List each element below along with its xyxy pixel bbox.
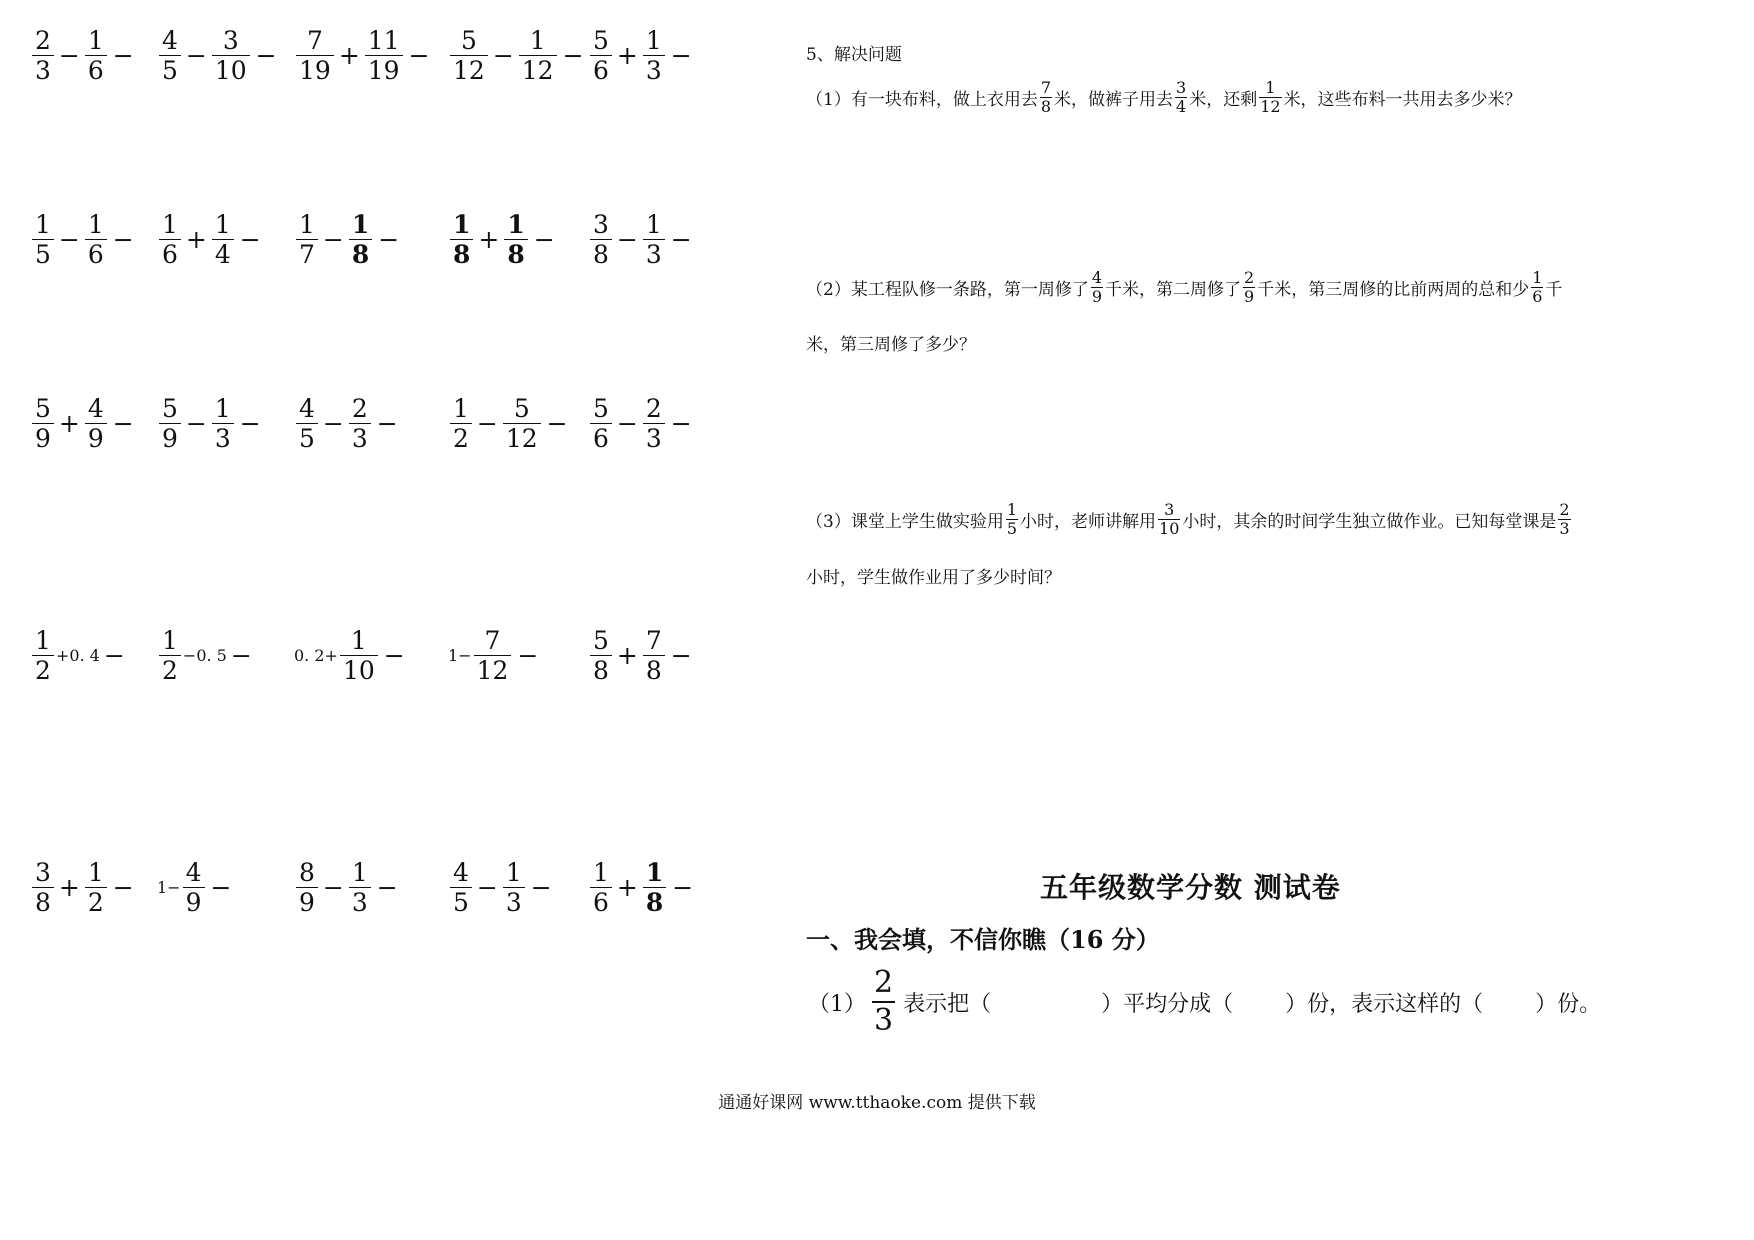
operator: − [58,225,80,254]
denominator: 8 [590,655,612,683]
problem-1-text-c: 米，还剩 [1189,90,1258,110]
numerator: 11 [367,26,400,55]
numerator: 5 [593,626,609,655]
denominator: 19 [365,55,403,83]
denominator: 9 [1244,287,1255,306]
exercise-r5-c2 [157,860,231,915]
numerator: 5 [35,394,51,423]
denominator: 3 [874,1003,894,1038]
numerator: 5 [460,26,477,55]
numerator: 1 [35,210,51,239]
denominator: 3 [1559,519,1570,538]
fraction [32,860,54,915]
fraction [32,28,54,83]
fraction [450,860,472,915]
answer-sign: − [533,225,555,254]
fraction [340,628,378,683]
fraction [450,28,488,83]
denominator: 6 [590,887,612,915]
answer-sign: − [383,641,405,670]
problem-3 [806,502,1573,537]
fraction [590,860,612,915]
numerator: 1 [507,210,525,239]
denominator: 5 [450,887,472,915]
numerator: 1 [162,626,178,655]
answer-sign: − [376,409,398,438]
denominator: 6 [159,239,181,267]
denominator: 2 [85,887,107,915]
answer-sign: − [103,641,125,670]
operator: + [616,41,638,70]
exercise-r1-c4 [448,28,584,83]
answer-sign: − [230,641,252,670]
denominator: 4 [212,239,234,267]
fraction [643,860,666,915]
numerator: 1 [351,210,370,239]
operator: − [476,873,498,902]
operator: + [616,873,638,902]
numerator: 1 [453,394,469,423]
numerator: 4 [87,394,104,423]
operator: − [476,409,498,438]
problem-2-text-a: （2）某工程队修一条路，第一周修了 [806,280,1089,300]
numerator: 1 [529,26,546,55]
operator: + [616,641,638,670]
problem-1-text-a: （1）有一块布料，做上衣用去 [806,90,1038,110]
numerator: 1 [1265,78,1276,97]
fraction [349,212,372,267]
fraction [85,28,107,83]
exercise-r1-c1 [30,28,134,83]
decimal-term: 1− [157,878,181,897]
numerator: 3 [1164,500,1175,519]
denominator: 5 [32,239,54,267]
operator: + [338,41,360,70]
problem-3-line-2: 小时，学生做作业用了多少时间？ [806,568,1061,588]
answer-sign: − [210,873,232,902]
denominator: 6 [590,55,612,83]
problem-2-line-2: 米，第三周修了多少？ [806,335,976,355]
denominator: 9 [296,887,318,915]
decimal-term: 0. 2+ [294,646,338,665]
denominator: 6 [590,423,612,451]
denominator: 3 [212,423,234,451]
fraction [474,628,512,683]
denominator: 10 [1159,519,1180,538]
question-1-text-e: ）份。 [1535,991,1602,1017]
denominator: 2 [32,655,54,683]
denominator: 8 [1040,97,1052,116]
numerator: 1 [87,858,104,887]
numerator: 1 [299,210,315,239]
numerator: 8 [299,858,315,887]
fraction [349,396,371,451]
answer-sign: − [670,409,692,438]
numerator: 1 [87,210,104,239]
fraction [159,212,181,267]
numerator: 2 [1244,268,1255,287]
fraction [159,28,181,83]
denominator: 9 [32,423,54,451]
answer-sign: − [112,409,134,438]
problem-2-fraction-1 [1091,270,1103,305]
answer-sign: − [670,641,692,670]
numerator: 2 [35,26,51,55]
operator: + [58,873,80,902]
numerator: 4 [1091,268,1103,287]
question-1 [808,965,1602,1038]
decimal-term: +0. 4 [55,646,100,665]
numerator: 2 [351,394,368,423]
denominator: 9 [85,423,107,451]
operator: − [185,409,207,438]
denominator: 6 [85,239,107,267]
numerator: 2 [645,394,662,423]
numerator: 3 [222,26,239,55]
exercise-r3-c4 [448,396,568,451]
numerator: 7 [306,26,323,55]
exercise-r2-c1 [30,212,134,267]
problem-2-text-b: 千米，第二周修了 [1105,280,1242,300]
exercise-r4-c3 [294,628,405,683]
problem-3-fraction-2 [1158,502,1180,537]
fraction [365,28,403,83]
denominator: 9 [1091,287,1103,306]
answer-sign: − [408,41,430,70]
answer-sign: − [376,873,398,902]
denominator: 3 [643,55,665,83]
denominator: 19 [296,55,334,83]
exercise-r1-c5 [588,28,692,83]
answer-sign: − [378,225,400,254]
exercise-r2-c2 [157,212,261,267]
exercise-r2-c5 [588,212,692,267]
denominator: 6 [85,55,107,83]
answer-sign: − [546,409,568,438]
numerator: 1 [505,858,522,887]
numerator: 3 [35,858,51,887]
question-1-text-d: ）份，表示这样的（ [1285,991,1484,1017]
answer-sign: − [672,873,694,902]
denominator: 9 [183,887,205,915]
section-1-heading: 一、我会填，不信你瞧（16 分） [806,925,1160,954]
denominator: 4 [1176,97,1187,116]
exercise-r5-c1 [30,860,134,915]
numerator: 5 [162,394,178,423]
numerator: 7 [645,626,662,655]
denominator: 10 [212,55,250,83]
denominator: 9 [159,423,181,451]
fraction [643,628,665,683]
answer-sign: − [112,873,134,902]
denominator: 3 [32,55,54,83]
fraction [590,28,612,83]
numerator: 5 [513,394,530,423]
denominator: 8 [643,887,666,915]
numerator: 2 [874,965,894,1000]
denominator: 3 [643,239,665,267]
denominator: 12 [474,655,512,683]
fraction [85,396,107,451]
operator: − [58,41,80,70]
denominator: 7 [296,239,318,267]
numerator: 4 [299,394,315,423]
denominator: 5 [296,423,318,451]
problem-1-fraction-3 [1259,80,1281,115]
exercise-r5-c4 [448,860,552,915]
answer-sign: − [239,225,261,254]
problem-3-fraction-1 [1006,502,1018,537]
exercise-r1-c3 [294,28,430,83]
numerator: 5 [593,394,609,423]
numerator: 1 [350,626,367,655]
numerator: 1 [35,626,51,655]
section-5-heading: 5、解决问题 [806,45,902,65]
operator: − [322,873,344,902]
answer-sign: − [530,873,552,902]
exercise-r1-c2 [157,28,277,83]
denominator: 8 [643,655,665,683]
denominator: 12 [503,423,541,451]
fraction [296,396,318,451]
denominator: 8 [349,239,372,267]
denominator: 8 [450,239,473,267]
exercise-r2-c4 [448,212,555,267]
fraction [85,860,107,915]
denominator: 10 [340,655,378,683]
fraction [643,212,665,267]
numerator: 1 [645,210,662,239]
fraction [212,212,234,267]
numerator: 1 [645,26,662,55]
exercise-r5-c5 [588,860,693,915]
numerator: 4 [453,858,469,887]
numerator: 1 [351,858,368,887]
fraction [159,628,181,683]
denominator: 3 [349,887,371,915]
fraction [296,28,334,83]
denominator: 12 [1260,97,1281,116]
exercise-r2-c3 [294,212,399,267]
question-1-fraction [872,965,895,1038]
denominator: 12 [450,55,488,83]
denominator: 8 [32,887,54,915]
fraction [32,628,54,683]
answer-sign: − [112,41,134,70]
denominator: 12 [519,55,557,83]
numerator: 1 [1006,500,1018,519]
problem-2-fraction-3 [1531,270,1543,305]
fraction [504,212,527,267]
exercise-r4-c1 [30,628,125,683]
operator: − [492,41,514,70]
exercise-r5-c3 [294,860,398,915]
operator: + [478,225,500,254]
numerator: 7 [1040,78,1052,97]
numerator: 3 [593,210,609,239]
exercise-r3-c3 [294,396,398,451]
fraction [32,212,54,267]
fraction [296,860,318,915]
numerator: 3 [1176,78,1187,97]
problem-2-fraction-2 [1243,270,1255,305]
denominator: 2 [159,655,181,683]
denominator: 2 [450,423,472,451]
answer-sign: − [517,641,539,670]
answer-sign: − [670,41,692,70]
denominator: 8 [504,239,527,267]
exercise-r3-c1 [30,396,134,451]
numerator: 2 [1559,500,1570,519]
answer-sign: − [255,41,277,70]
problem-1-text-d: 米，这些布料一共用去多少米？ [1283,90,1522,110]
fraction [212,28,250,83]
numerator: 4 [162,26,178,55]
denominator: 3 [643,423,665,451]
operator: − [322,225,344,254]
problem-2-text-c: 千米，第三周修的比前两周的总和少 [1257,280,1530,300]
exercise-r4-c5 [588,628,692,683]
fraction [212,396,234,451]
numerator: 1 [453,210,471,239]
denominator: 3 [503,887,525,915]
fraction [296,212,318,267]
denominator: 5 [159,55,181,83]
operator: − [616,225,638,254]
decimal-term: 1− [448,646,472,665]
denominator: 5 [1006,519,1018,538]
fraction [450,396,472,451]
problem-3-fraction-3 [1558,502,1570,537]
numerator: 4 [185,858,202,887]
numerator: 1 [1532,268,1543,287]
exercise-r4-c2 [157,628,252,683]
problem-1-fraction-2 [1175,80,1187,115]
fraction [32,396,54,451]
answer-sign: − [562,41,584,70]
answer-sign: − [670,225,692,254]
numerator: 1 [214,394,231,423]
numerator: 1 [645,858,664,887]
denominator: 6 [1532,287,1543,306]
operator: − [185,41,207,70]
operator: + [58,409,80,438]
fraction [85,212,107,267]
exercise-r4-c4 [448,628,538,683]
fraction [590,628,612,683]
fraction [450,212,473,267]
fraction [590,396,612,451]
question-1-text-c: ）平均分成（ [1101,991,1234,1017]
numerator: 1 [593,858,609,887]
problem-1 [806,80,1522,115]
fraction [519,28,557,83]
problem-3-text-b: 小时，老师讲解用 [1020,512,1157,532]
fraction [590,212,612,267]
operator: − [616,409,638,438]
decimal-term: −0. 5 [182,646,227,665]
fraction [503,396,541,451]
answer-sign: − [239,409,261,438]
fraction [643,396,665,451]
exercise-r3-c2 [157,396,261,451]
question-1-text-b: 表示把（ [903,991,992,1017]
problem-2 [806,270,1562,305]
numerator: 1 [214,210,231,239]
problem-3-text-c: 小时，其余的时间学生独立做作业。已知每堂课是 [1182,512,1557,532]
question-1-number: （1） [808,991,866,1017]
operator: − [322,409,344,438]
fraction [643,28,665,83]
operator: + [185,225,207,254]
problem-1-fraction-1 [1040,80,1052,115]
numerator: 1 [162,210,178,239]
numerator: 1 [87,26,104,55]
fraction [183,860,205,915]
test-title: 五年级数学分数 测试卷 [1040,871,1341,904]
fraction [503,860,525,915]
numerator: 5 [593,26,609,55]
denominator: 8 [590,239,612,267]
problem-2-text-d: 千 [1545,280,1563,300]
problem-1-text-b: 米，做裤子用去 [1054,90,1174,110]
exercise-r3-c5 [588,396,692,451]
fraction [349,860,371,915]
fraction [159,396,181,451]
numerator: 7 [484,626,501,655]
problem-3-text-a: （3）课堂上学生做实验用 [806,512,1004,532]
answer-sign: − [112,225,134,254]
footer: 通通好课网 www.tthaoke.com 提供下载 [718,1093,1036,1113]
denominator: 3 [349,423,371,451]
